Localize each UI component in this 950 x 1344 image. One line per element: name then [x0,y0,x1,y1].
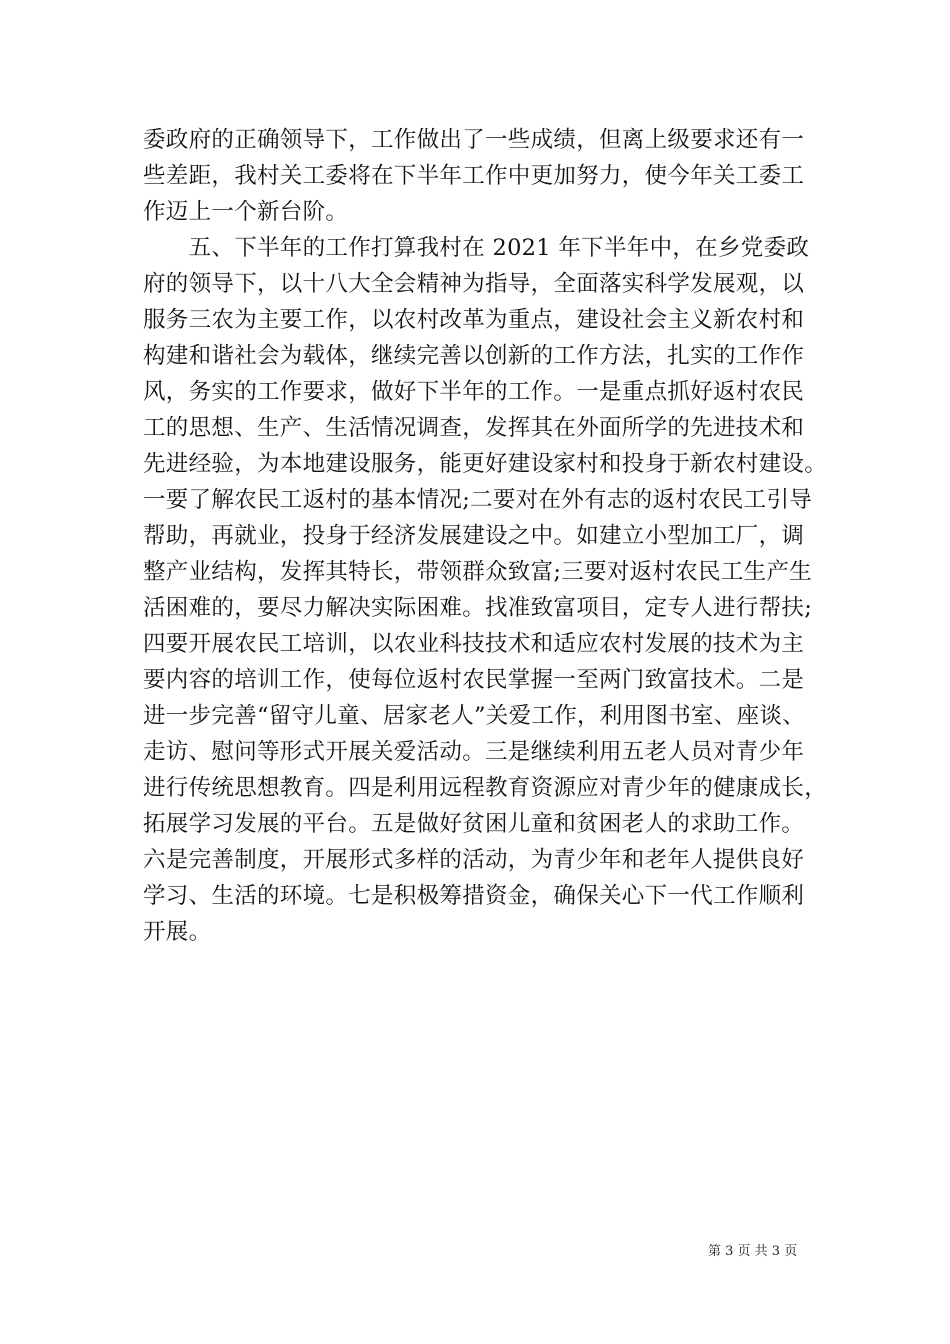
body-line: 学习、生活的环境。七是积极筹措资金，确保关心下一代工作顺利 [143,883,805,909]
body-line: 些差距，我村关工委将在下半年工作中更加努力，使今年关工委工 [143,163,805,189]
body-line: 工的思想、生产、生活情况调查，发挥其在外面所学的先进技术和 [143,415,805,441]
body-line: 委政府的正确领导下，工作做出了一些成绩，但离上级要求还有一 [143,127,805,153]
body-line: 府的领导下，以十八大全会精神为指导，全面落实科学发展观，以 [143,271,805,297]
body-line: 服务三农为主要工作，以农村改革为重点，建设社会主义新农村和 [143,307,805,333]
page-number-footer: 第 3 页 共 3 页 [708,1244,798,1259]
body-line: 拓展学习发展的平台。五是做好贫困儿童和贫困老人的求助工作。 [143,811,805,837]
body-line: 四要开展农民工培训，以农业科技技术和适应农村发展的技术为主 [143,631,805,657]
body-line: 作迈上一个新台阶。 [143,199,349,225]
body-line: 帮助，再就业，投身于经济发展建设之中。如建立小型加工厂，调 [143,523,805,549]
body-line: 五、下半年的工作打算我村在 2021 年下半年中，在乡党委政 [143,235,810,261]
body-line: 六是完善制度，开展形式多样的活动，为青少年和老年人提供良好 [143,847,805,873]
body-line: 风，务实的工作要求，做好下半年的工作。一是重点抓好返村农民 [143,379,805,405]
body-line: 走访、慰问等形式开展关爱活动。三是继续利用五老人员对青少年 [143,739,805,765]
body-line: 进行传统思想教育。四是利用远程教育资源应对青少年的健康成长， [143,775,828,801]
body-line: 要内容的培训工作，使每位返村农民掌握一至两门致富技术。二是 [143,667,805,693]
body-line: 进一步完善“留守儿童、居家老人”关爱工作，利用图书室、座谈、 [143,703,806,729]
body-line: 构建和谐社会为载体，继续完善以创新的工作方法，扎实的工作作 [143,343,805,369]
body-line: 活困难的，要尽力解决实际困难。找准致富项目，定专人进行帮扶; [143,595,813,621]
body-line: 先进经验，为本地建设服务，能更好建设家村和投身于新农村建设。 [143,451,828,477]
body-line: 开展。 [143,919,212,945]
body-line: 一要了解农民工返村的基本情况;二要对在外有志的返村农民工引导 [143,487,813,513]
body-line: 整产业结构，发挥其特长，带领群众致富;三要对返村农民工生产生 [143,559,813,585]
